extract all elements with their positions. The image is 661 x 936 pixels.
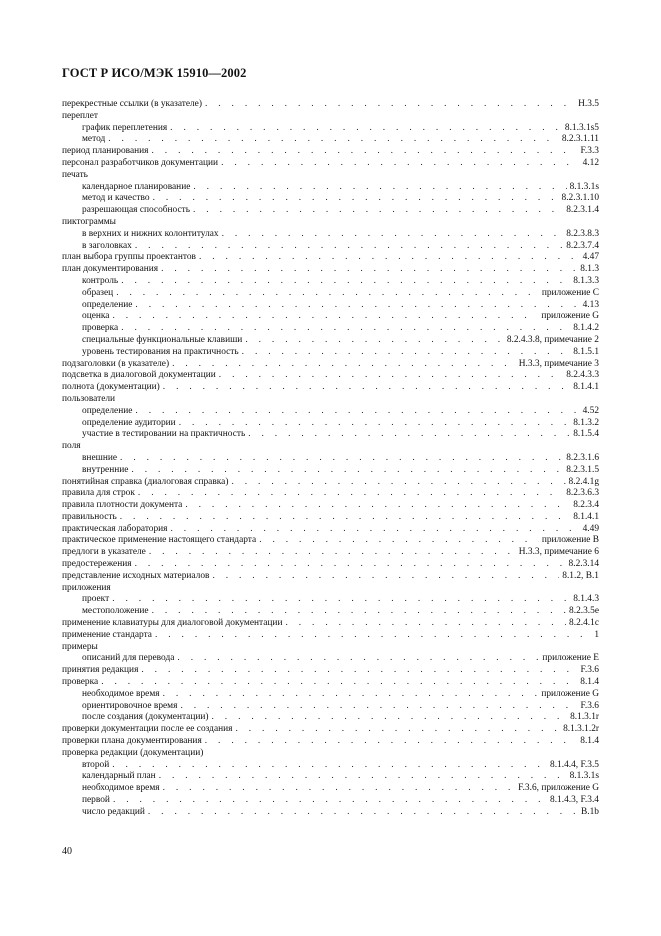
index-reference: 8.1.3.1s: [569, 181, 599, 192]
index-term: ориентировочное время: [82, 700, 178, 711]
dot-leader: [179, 418, 571, 430]
index-reference: H.3.3, примечание 6: [518, 547, 599, 558]
dot-leader: [180, 701, 577, 713]
dot-leader: [163, 783, 516, 795]
index-subentry: [62, 418, 599, 430]
dot-leader: [141, 665, 577, 677]
index-term: первой: [82, 795, 110, 806]
dot-leader: [245, 335, 503, 347]
index-reference: 8.1.3.1r: [570, 712, 599, 723]
dot-leader: [170, 123, 562, 135]
index-entry: [62, 359, 599, 371]
index-term: определение: [82, 405, 133, 416]
index-entry: [62, 559, 599, 571]
index-reference: 4.12: [582, 157, 599, 168]
index-term: подсветка в диалоговой документации: [62, 370, 216, 381]
index-term: метод: [82, 134, 106, 145]
index-subentry: [62, 783, 599, 795]
index-reference: 8.1.4.3: [573, 594, 599, 605]
index-term: необходимое время: [82, 688, 160, 699]
index-term: применение стандарта: [62, 629, 152, 640]
index-term: план документирования: [62, 264, 159, 275]
index-reference: 8.1.4: [580, 736, 599, 747]
dot-leader: [120, 453, 563, 465]
index-subentry: [62, 335, 599, 347]
index-entry: [62, 535, 599, 547]
index-term: период планирования: [62, 146, 149, 157]
index-entry: [62, 547, 599, 559]
index-reference: 8.2.3.8.3: [566, 228, 599, 239]
index-subentry: [62, 276, 599, 288]
index-reference: 4.49: [582, 523, 599, 534]
dot-leader: [112, 594, 570, 606]
index-subentry: [62, 241, 599, 253]
index-reference: 8.2.3.14: [568, 559, 599, 570]
index-subentry: [62, 429, 599, 441]
index-reference: приложение E: [542, 653, 599, 664]
dot-leader: [163, 382, 570, 394]
dot-leader: [161, 264, 577, 276]
dot-leader: [219, 370, 563, 382]
index-term: проект: [82, 594, 110, 605]
index-reference: приложение C: [541, 287, 599, 298]
index-term: календарное планирование: [82, 181, 191, 192]
index-reference: 8.2.3.5e: [569, 606, 599, 617]
dot-leader: [235, 724, 560, 736]
index-entry: [62, 571, 599, 583]
index-subentry: [62, 182, 599, 194]
dot-leader: [135, 300, 579, 312]
dot-leader: [193, 205, 563, 217]
index-term: график переплетения: [82, 122, 168, 133]
index-reference: 8.1.4.1: [573, 511, 599, 522]
index-reference: B.1b: [581, 806, 599, 817]
dot-leader: [121, 323, 570, 335]
dot-leader: [113, 795, 547, 807]
index-subentry: [62, 807, 599, 819]
dot-leader: [135, 241, 563, 253]
index-term: определение: [82, 299, 133, 310]
dot-leader: [212, 571, 559, 583]
index-subentry: [62, 653, 599, 665]
index-term: после создания (документации): [82, 712, 209, 723]
dot-leader: [148, 807, 578, 819]
dot-leader: [120, 512, 570, 524]
dot-leader: [152, 146, 578, 158]
index-term: понятийная справка (диалоговая справка): [62, 476, 229, 487]
index-entry: [62, 394, 599, 406]
index-subentry: [62, 406, 599, 418]
dot-leader: [259, 535, 539, 547]
index-term: представление исходных материалов: [62, 570, 210, 581]
index-term: перекрестные ссылки (в указателе): [62, 99, 202, 109]
index-reference: 8.1.4.2: [573, 323, 599, 334]
index-reference: 8.2.4.3.3: [566, 370, 599, 381]
index-term: образец: [82, 287, 114, 298]
dot-leader: [231, 477, 565, 489]
index-reference: 1: [594, 629, 599, 640]
index-term: предостережения: [62, 559, 132, 570]
index-term: число редакций: [82, 806, 145, 817]
index-reference: 8.2.4.1c: [569, 618, 599, 629]
index-reference: F.3.3: [580, 146, 599, 157]
dot-leader: [153, 193, 559, 205]
subject-index: [62, 99, 599, 819]
index-term: полнота (документации): [62, 382, 160, 393]
index-reference: 8.1.2, B.1: [562, 570, 599, 581]
index-subentry: [62, 205, 599, 217]
index-entry: [62, 252, 599, 264]
index-entry: [62, 158, 599, 170]
index-subentry: [62, 712, 599, 724]
index-reference: F.3.6: [580, 665, 599, 676]
index-term: примеры: [62, 641, 98, 652]
index-subentry: [62, 311, 599, 323]
dot-leader: [171, 524, 580, 536]
index-subentry: [62, 689, 599, 701]
index-term: определение аудитории: [82, 417, 176, 428]
index-reference: F.3.6: [580, 700, 599, 711]
index-term: правила для строк: [62, 488, 135, 499]
dot-leader: [131, 465, 563, 477]
index-entry: [62, 111, 599, 123]
index-term: внутренние: [82, 464, 129, 475]
index-reference: 8.1.3.3: [573, 275, 599, 286]
index-subentry: [62, 701, 599, 713]
dot-leader: [285, 618, 566, 630]
dot-leader: [212, 712, 568, 724]
index-subentry: [62, 123, 599, 135]
dot-leader: [152, 606, 566, 618]
index-entry: [62, 500, 599, 512]
index-reference: 8.2.4.3.8, примечание 2: [506, 334, 599, 345]
index-term: проверки документации после ее создания: [62, 724, 233, 735]
index-term: оценка: [82, 311, 110, 322]
index-entry: [62, 146, 599, 158]
dot-leader: [222, 229, 564, 241]
index-entry: [62, 677, 599, 689]
index-reference: 4.47: [582, 252, 599, 263]
index-term: план выбора группы проектантов: [62, 252, 196, 263]
index-subentry: [62, 771, 599, 783]
index-reference: F.3.6, приложение G: [518, 783, 599, 794]
index-reference: 8.1.3.1s5: [564, 122, 599, 133]
index-entry: [62, 630, 599, 642]
index-entry: [62, 724, 599, 736]
index-subentry: [62, 347, 599, 359]
index-term: необходимое время: [82, 783, 160, 794]
index-reference: 8.2.3.1.10: [561, 193, 599, 204]
index-reference: приложение G: [541, 688, 599, 699]
index-term: применение клавиатуры для диалоговой документации: [62, 618, 283, 629]
index-reference: 8.2.3.1.6: [566, 452, 599, 463]
index-subentry: [62, 760, 599, 772]
index-entry: [62, 665, 599, 677]
index-term: правильность: [62, 511, 117, 522]
index-entry: [62, 488, 599, 500]
index-entry: [62, 99, 599, 111]
index-subentry: [62, 193, 599, 205]
index-term: печать: [62, 169, 88, 180]
index-entry: [62, 477, 599, 489]
index-term: предлоги в указателе: [62, 547, 146, 558]
index-term: практическое применение настоящего стандарта: [62, 535, 257, 546]
index-entry: [62, 217, 599, 229]
index-term: контроль: [82, 275, 119, 286]
index-reference: 8.1.5.4: [573, 429, 599, 440]
index-term: календарный план: [82, 771, 156, 782]
index-reference: 8.2.3.6.3: [566, 488, 599, 499]
index-subentry: [62, 465, 599, 477]
index-entry: [62, 512, 599, 524]
dot-leader: [163, 689, 539, 701]
index-term: метод и качество: [82, 193, 150, 204]
index-reference: 8.2.3.1.5: [566, 464, 599, 475]
index-term: внешние: [82, 452, 118, 463]
index-reference: 4.52: [582, 405, 599, 416]
index-term: уровень тестирования на практичность: [82, 346, 239, 357]
dot-leader: [172, 359, 516, 371]
index-term: проверка: [82, 323, 119, 334]
index-entry: [62, 618, 599, 630]
dot-leader: [138, 488, 563, 500]
index-reference: 8.1.4.1: [573, 382, 599, 393]
dot-leader: [205, 736, 577, 748]
index-reference: 8.1.4: [580, 677, 599, 688]
index-reference: 8.1.3: [580, 264, 599, 275]
index-entry: [62, 642, 599, 654]
dot-leader: [121, 276, 570, 288]
dot-leader: [185, 500, 570, 512]
index-entry: [62, 264, 599, 276]
index-reference: приложение B: [541, 535, 599, 546]
index-entry: [62, 583, 599, 595]
index-reference: H.3.5: [578, 99, 599, 109]
index-term: участие в тестировании на практичность: [82, 429, 246, 440]
index-term: разрешающая способность: [82, 205, 191, 216]
index-subentry: [62, 606, 599, 618]
index-term: принятия редакция: [62, 665, 139, 676]
index-reference: приложение G: [541, 311, 599, 322]
index-entry: [62, 441, 599, 453]
index-entry: [62, 170, 599, 182]
index-reference: 8.1.3.2: [573, 417, 599, 428]
index-subentry: [62, 288, 599, 300]
index-term: подзаголовки (в указателе): [62, 358, 170, 369]
index-entry: [62, 748, 599, 760]
index-entry: [62, 524, 599, 536]
dot-leader: [199, 252, 580, 264]
index-term: проверки плана документирования: [62, 736, 202, 747]
dot-leader: [205, 99, 575, 111]
index-subentry: [62, 229, 599, 241]
index-reference: 8.2.3.7.4: [566, 240, 599, 251]
index-term: приложения: [62, 582, 111, 593]
index-subentry: [62, 453, 599, 465]
index-subentry: [62, 594, 599, 606]
dot-leader: [242, 347, 571, 359]
index-entry: [62, 370, 599, 382]
index-reference: 8.2.3.1.4: [566, 205, 599, 216]
index-term: практическая лаборатория: [62, 523, 168, 534]
index-reference: 8.2.4.1g: [568, 476, 599, 487]
index-subentry: [62, 134, 599, 146]
dot-leader: [112, 311, 538, 323]
index-term: переплет: [62, 110, 98, 121]
dot-leader: [221, 158, 580, 170]
index-subentry: [62, 300, 599, 312]
index-term: правила плотности документа: [62, 500, 183, 511]
index-reference: H.3.3, примечание 3: [518, 358, 599, 369]
dot-leader: [149, 547, 516, 559]
index-reference: 4.13: [582, 299, 599, 310]
index-entry: [62, 382, 599, 394]
index-reference: 8.1.5.1: [573, 346, 599, 357]
index-term: второй: [82, 759, 110, 770]
index-reference: 8.1.3.1s: [569, 771, 599, 782]
dot-leader: [135, 559, 566, 571]
index-subentry: [62, 323, 599, 335]
index-reference: 8.1.3.1.2r: [563, 724, 599, 735]
index-subentry: [62, 795, 599, 807]
dot-leader: [248, 429, 570, 441]
index-term: описаний для перевода: [82, 653, 175, 664]
index-reference: 8.1.4.4, F.3.5: [550, 759, 599, 770]
index-term: в верхних и нижних колонтитулах: [82, 228, 219, 239]
index-term: специальные функциональные клавиши: [82, 334, 243, 345]
index-term: пользователи: [62, 393, 116, 404]
document-header: ГОСТ Р ИСО/МЭК 15910—2002: [62, 66, 247, 80]
dot-leader: [155, 630, 591, 642]
dot-leader: [135, 406, 579, 418]
page-number: 40: [62, 846, 72, 857]
dot-leader: [108, 134, 559, 146]
index-term: поля: [62, 441, 81, 452]
index-term: проверка редакции (документации): [62, 747, 204, 758]
index-entry: [62, 736, 599, 748]
index-reference: 8.2.3.4: [573, 500, 599, 511]
dot-leader: [101, 677, 577, 689]
dot-leader: [116, 288, 539, 300]
index-term: в заголовках: [82, 240, 132, 251]
index-reference: 8.2.3.1.11: [561, 134, 599, 145]
index-term: проверка: [62, 677, 99, 688]
index-term: местоположение: [82, 606, 149, 617]
index-term: персонал разработчиков документации: [62, 157, 219, 168]
dot-leader: [112, 760, 547, 772]
index-term: пиктограммы: [62, 216, 116, 227]
dot-leader: [159, 771, 567, 783]
dot-leader: [193, 182, 566, 194]
dot-leader: [177, 653, 539, 665]
index-reference: 8.1.4.3, F.3.4: [550, 795, 599, 806]
